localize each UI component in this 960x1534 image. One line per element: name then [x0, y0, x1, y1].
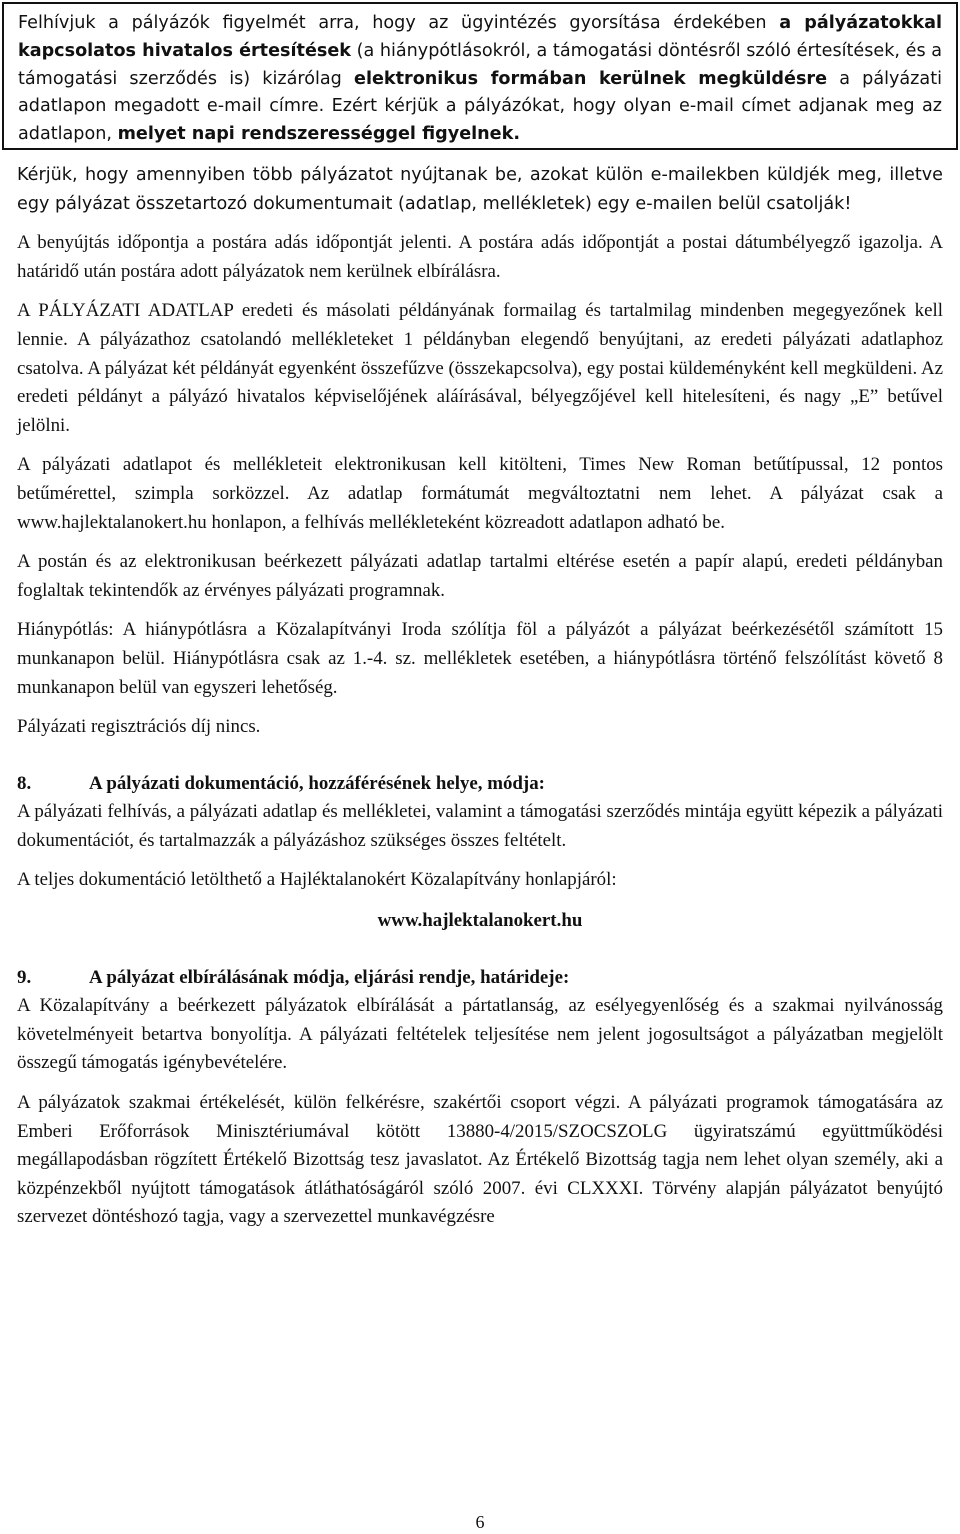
website-url: www.hajlektalanokert.hu [377, 910, 583, 932]
paragraph-discrepancy: A postán és az elektronikusan beérkezett pályázati adatlap tartalmi eltérése esetén a papír alapú, eredeti példányban foglaltak tekintendők az érvényes pályázati programnak. [17, 551, 943, 601]
section-8-title: A pályázati dokumentáció, hozzáférésének helye, módja: [89, 772, 545, 794]
section-8-heading [17, 770, 943, 799]
email-notice-box [2, 2, 958, 150]
paragraph-email-separate: Kérjük, hogy amennyiben több pályázatot nyújtanak be, azokat külön e-mailekben küldjék meg, illetve egy pályázat összetartozó dokumentumait (adatlap, mellékletek) egy e-mailen belül csatolják! [17, 165, 943, 214]
section-8-download: A teljes dokumentáció letölthető a Hajléktalanokért Közalapítvány honlapjáról: [17, 869, 617, 891]
paragraph-electronic-fill: A pályázati adatlapot és mellékleteit elektronikusan kell kitölteni, Times New Roman betűtípussal, 12 pontos betűmérettel, szimpla sorközzel. Az adatlap formátumát megváltoztatni nem lehet. A pályázat csak a www.hajlektalanokert.hu honlapon, a felhívás mellékleteként közreadott adatlapon adható be. [17, 454, 943, 533]
paragraph-deficiency: Hiánypótlás: A hiánypótlásra a Közalapítványi Iroda szólítja föl a pályázót a pályázat beérkezésétől számított 15 munkanapon belül. Hiánypótlásra csak az 1.-4. sz. mellékletek esetében, a hiánypótlásra történő felszólítást követő 8 munkanapon belül van egyszeri lehetőség. [17, 619, 943, 698]
notice-bold-3: melyet napi rendszerességgel figyelnek. [117, 124, 521, 145]
paragraph-fee: Pályázati regisztrációs díj nincs. [17, 716, 261, 738]
paragraph-datasheet: A PÁLYÁZATI ADATLAP eredeti és másolati példányának formailag és tartalmilag mindenben megegyezőnek kell lennie. A pályázathoz csatolandó mellékleteket 1 példányban elegendő benyújtani, az eredeti pályázati adatlaphoz csatolva. A pályázat két példányát egyenként összefűzve (összekapcsolva), egy postai küldeményként kell megküldeni. Az eredeti példányt a pályázó hivatalos képviselőjének aláírásával, bélyegzőjével kell hitelesíteni, és nagy „E” betűvel jelölni. [17, 300, 943, 436]
section-9-number: 9. [17, 966, 32, 988]
section-9-body-2: A pályázatok szakmai értékelését, külön felkérésre, szakértői csoport végzi. A pályázati programok támogatására az Emberi Erőforrások Minisztériumával kötött 13880-4/2015/SZOCSZOLG ügyiratszámú együttműködési megállapodásban rögzített Értékelő Bizottság tesz javaslatot. Az Értékelő Bizottság tagja nem lehet olyan személy, aki a közpénzekből nyújtott támogatások átláthatóságáról szóló 2007. évi CLXXXI. Törvény alapján pályázatot benyújtó szervezet döntéshozó tagja, vagy a szervezettel munkavégzésre [17, 1092, 943, 1228]
notice-text-2: (a hiánypótlásokról, a támogatási döntésről szóló értesítések, és a támogatási szerződés is) kizárólag [18, 40, 942, 89]
section-9-heading [17, 964, 943, 993]
section-9-body-1: A Közalapítvány a beérkezett pályázatok elbírálását a pártatlanság, az esélyegyenlőség és a szakmai nyilvánosság követelményeit betartva bonyolítja. A pályázati feltételek teljesítése nem jelent jogosultságot a pályázatban megjelölt összegű támogatás igénybevételére. [17, 995, 943, 1074]
main-content [17, 161, 943, 1232]
notice-text-3: a pályázati adatlapon megadott e-mail címre. Ezért kérjük a pályázókat, hogy olyan e-mail címet adjanak meg az adatlapon, [18, 68, 942, 145]
paragraph-submission-date: A benyújtás időpontja a postára adás időpontját jelenti. A postára adás időpontját a postai dátumbélyegző igazolja. A határidő után postára adott pályázatok nem kerülnek elbírálásra. [17, 232, 943, 282]
section-9-title: A pályázat elbírálásának módja, eljárási rendje, határideje: [89, 966, 570, 988]
section-8-body: A pályázati felhívás, a pályázati adatlap és mellékletei, valamint a támogatási szerződés mintája együtt képezik a pályázati dokumentációt, és tartalmazzák a pályázáshoz szükséges összes feltételt. [17, 801, 943, 851]
notice-text-1: Felhívjuk a pályázók figyelmét arra, hogy az ügyintézés gyorsítása érdekében [18, 13, 780, 33]
notice-bold-1: a pályázatokkal kapcsolatos hivatalos értesítések [18, 13, 943, 61]
page-number: 6 [475, 1512, 485, 1532]
notice-bold-2: elektronikus formában kerülnek megküldésre [354, 68, 828, 89]
section-8-number: 8. [17, 772, 32, 794]
